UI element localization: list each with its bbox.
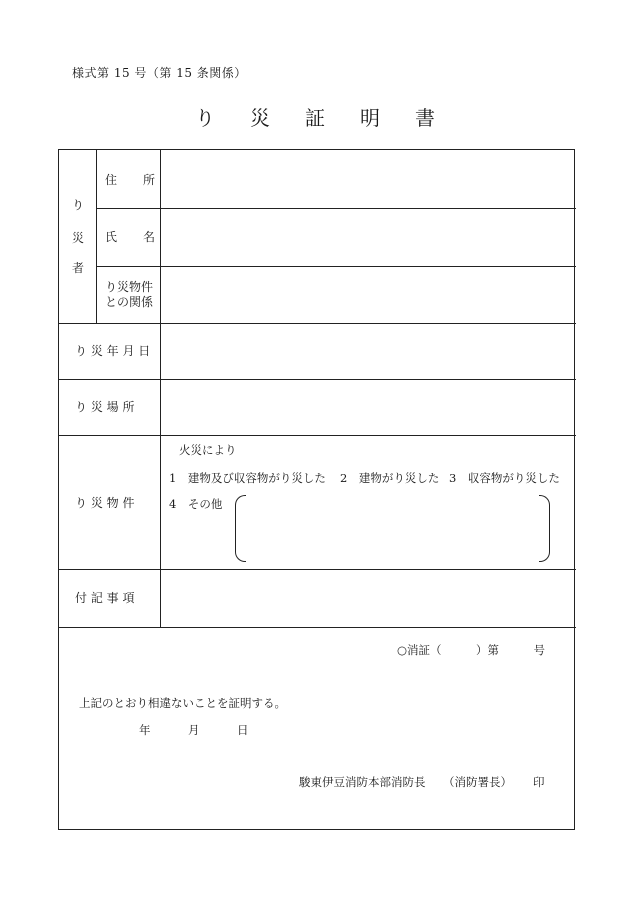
- victim-section-char: 災: [72, 231, 85, 245]
- notes-label: 付 記 事 項: [75, 591, 135, 605]
- address-label-char: 所: [143, 173, 156, 187]
- certification-statement: 上記のとおり相違ないことを証明する。: [79, 696, 286, 710]
- property-option-4[interactable]: 4 その他: [169, 497, 223, 511]
- certificate-form: [58, 149, 575, 830]
- issuer-alt: （消防署長）: [443, 775, 512, 789]
- name-label-char: 名: [143, 230, 156, 244]
- title-char: 災: [250, 106, 270, 130]
- date-day: 日: [237, 723, 249, 737]
- page-title: [0, 102, 630, 131]
- relation-label: り災物件: [105, 280, 154, 294]
- name-field[interactable]: [161, 209, 576, 266]
- relation-field[interactable]: [161, 267, 576, 323]
- victim-section-char: り: [72, 198, 85, 212]
- date-year: 年: [139, 723, 151, 737]
- property-option-1[interactable]: 1 建物及び収容物がり災した: [169, 471, 326, 485]
- title-char: 証: [305, 106, 325, 130]
- notes-field[interactable]: [161, 570, 576, 627]
- title-char: 書: [415, 106, 435, 130]
- address-label-char: 住: [105, 173, 118, 187]
- issuer: 駿東伊豆消防本部消防長: [299, 775, 426, 789]
- divider: [96, 150, 97, 323]
- seal-mark: 印: [533, 775, 545, 789]
- place-field[interactable]: [161, 380, 576, 435]
- date-label: り 災 年 月 日: [75, 344, 151, 358]
- certificate-number: ○消証（ ）第 号: [397, 643, 546, 657]
- date-field[interactable]: [161, 324, 576, 379]
- form-number: 様式第 15 号（第 15 条関係）: [72, 66, 247, 80]
- title-char: 明: [360, 106, 380, 130]
- date-month: 月: [188, 723, 200, 737]
- fire-note: 火災により: [179, 443, 237, 457]
- victim-section-char: 者: [72, 261, 85, 275]
- title-char: り: [195, 106, 215, 130]
- left-bracket: [235, 495, 246, 562]
- other-property-field[interactable]: [249, 497, 534, 559]
- name-label-char: 氏: [105, 230, 118, 244]
- relation-label: との関係: [105, 295, 154, 309]
- divider: [59, 627, 576, 628]
- right-bracket: [539, 495, 550, 562]
- divider: [59, 435, 576, 436]
- property-label: り 災 物 件: [75, 496, 135, 510]
- place-label: り 災 場 所: [75, 400, 135, 414]
- address-field[interactable]: [161, 150, 576, 208]
- property-option-3[interactable]: 3 収容物がり災した: [449, 471, 560, 485]
- property-option-2[interactable]: 2 建物がり災した: [340, 471, 440, 485]
